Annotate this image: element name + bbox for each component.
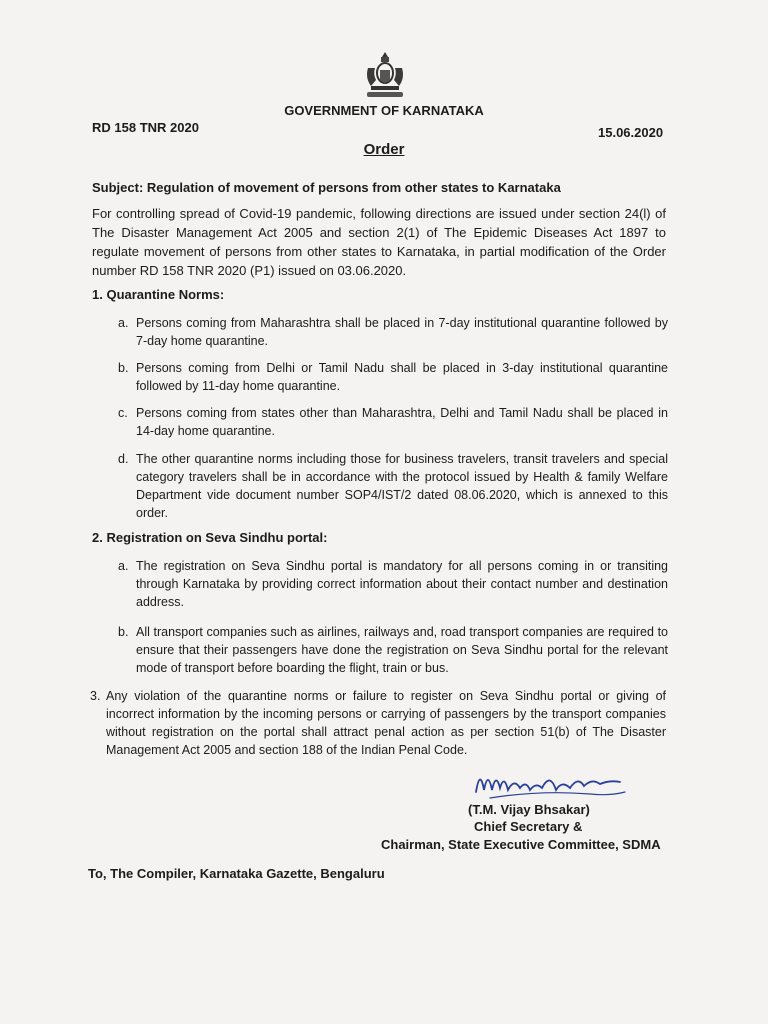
item-text: Persons coming from states other than Maharashtra, Delhi and Tamil Nadu shall be placed in 14-day home quarantine. [136, 406, 668, 438]
state-emblem-icon [362, 50, 408, 100]
list-item [118, 557, 668, 611]
recipient-line: To, The Compiler, Karnataka Gazette, Bengaluru [88, 866, 385, 881]
list-item [118, 314, 668, 350]
item-text: Any violation of the quarantine norms or failure to register on Seva Sindhu portal or giving of incorrect information by the incoming persons or carrying of passengers by the transport companies without registration on the portal shall attract penal action as per section 51(b) of The Disaster Management Act 2005 and section 188 of the Indian Penal Code. [106, 689, 666, 757]
order-reference: RD 158 TNR 2020 [92, 120, 199, 135]
item-label: a. [118, 559, 129, 573]
item-label: b. [118, 625, 129, 639]
intro-paragraph: For controlling spread of Covid-19 pandemic, following directions are issued under section 24(l) of The Disaster Management Act 2005 and section 2(1) of The Epidemic Diseases Act 1897 to regulate movement of persons from other states to Karnataka, in partial modification of the Order number RD 158 TNR 2020 (P1) issued on 03.06.2020. [92, 206, 666, 278]
government-title: GOVERNMENT OF KARNATAKA [284, 103, 484, 118]
list-item [118, 404, 668, 440]
item-label: a. [118, 316, 129, 330]
section-1-heading: 1. Quarantine Norms: [92, 287, 225, 302]
list-item [118, 623, 668, 677]
signatory-name: (T.M. Vijay Bhsakar) [468, 802, 590, 817]
subject-line: Subject: Regulation of movement of persons from other states to Karnataka [92, 180, 561, 195]
list-item [118, 359, 668, 395]
item-text: Persons coming from Maharashtra shall be placed in 7-day institutional quarantine followed by 7-day home quarantine. [136, 316, 668, 348]
item-label: d. [118, 452, 129, 466]
item-label: c. [118, 406, 128, 420]
section-3-paragraph [90, 687, 666, 759]
document-title: Order [363, 141, 405, 158]
order-date: 15.06.2020 [598, 125, 664, 140]
item-label: 3. [90, 689, 101, 703]
signatory-role: Chairman, State Executive Committee, SDMA [381, 837, 661, 852]
item-text: Persons coming from Delhi or Tamil Nadu shall be placed in 3-day institutional quarantine followed by 11-day home quarantine. [136, 361, 668, 393]
item-label: b. [118, 361, 129, 375]
list-item [118, 450, 668, 522]
item-text: The other quarantine norms including those for business travelers, transit travelers and special category travelers shall be in accordance with the protocol issued by Health & family Welfare Department vide document number SOP4/IST/2 dated 08.06.2020, which is annexed to this order. [136, 452, 668, 520]
section-2-heading: 2. Registration on Seva Sindhu portal: [92, 530, 328, 545]
signatory-title: Chief Secretary & [474, 819, 583, 834]
item-text: All transport companies such as airlines, railways and, road transport companies are required to ensure that their passengers have done the registration on Seva Sindhu portal for the relevant mode of transport before boarding the flight, train or bus. [136, 625, 668, 675]
item-text: The registration on Seva Sindhu portal is mandatory for all persons coming in or transiting through Karnataka by providing correct information about their contact number and destination address. [136, 559, 668, 609]
